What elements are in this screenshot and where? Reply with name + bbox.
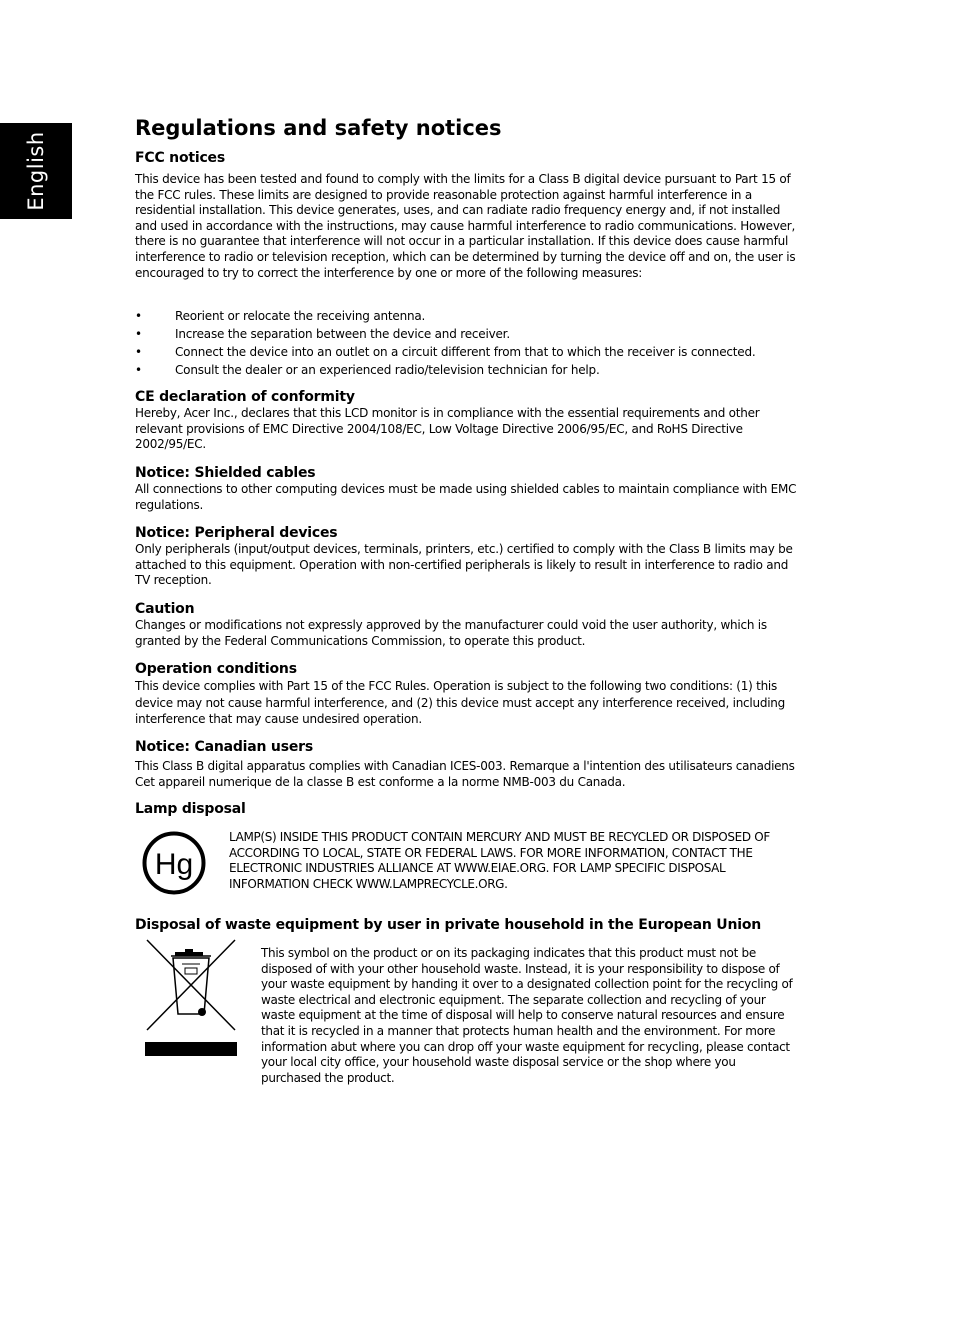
fcc-measures-list [135,307,797,379]
fcc-notices-heading: FCC notices [135,150,225,166]
list-item-text: Consult the dealer or an experienced radio/television technician for help. [175,363,600,377]
crossed-out-wheelie-bin-icon [145,938,237,1056]
weee-disposal-content [135,934,797,1085]
lamp-disposal-body: LAMP(S) INSIDE THIS PRODUCT CONTAIN MERCURY AND MUST BE RECYCLED OR DISPOSED OF ACCORDING TO LOCAL, STATE OR FEDERAL LAWS. FOR MORE INFORMATION, CONTACT THE ELECTRONIC INDUSTRIES ALLIANCE AT WWW.EIAE.ORG. FOR LAMP SPECIFIC DISPOSAL INFORMATION CHECK WWW.LAMPRECYCLE.ORG. [229,830,770,891]
caution-body: Changes or modifications not expressly approved by the manufacturer could void the user authority, which is granted by the Federal Communications Commission, to operate this product. [135,618,767,648]
bullet-icon: • [135,327,142,341]
canadian-users-body: This Class B digital apparatus complies with Canadian ICES-003. Remarque a l'intention des utilisateurs canadiens Cet appareil numerique de la classe B est conforme a la norme NMB-003 du Canada. [135,759,795,789]
mercury-hg-icon [141,830,207,896]
list-item-text: Increase the separation between the device and receiver. [175,327,510,341]
ce-declaration-body: Hereby, Acer Inc., declares that this LCD monitor is in compliance with the essential requirements and other relevant provisions of EMC Directive 2004/108/EC, Low Voltage Directive 2006/95/EC, and RoHS Directive 2002/95/EC. [135,406,760,452]
operation-conditions-section [135,661,797,728]
page-title: Regulations and safety notices [135,116,502,140]
mercury-symbol-text: Hg [154,848,194,881]
list-item [135,343,797,361]
caution-heading: Caution [135,601,195,617]
shielded-cables-body: All connections to other computing devices must be made using shielded cables to maintain compliance with EMC regulations. [135,482,797,512]
bullet-icon: • [135,309,142,323]
peripheral-devices-heading: Notice: Peripheral devices [135,525,338,541]
weee-disposal-section [135,917,797,1085]
fcc-notices-section [135,150,797,281]
operation-conditions-body: This device complies with Part 15 of the FCC Rules. Operation is subject to the following two conditions: (1) this device may not cause harmful interference, and (2) this device must accept any interference received, including interference that may cause undesired operation. [135,679,786,726]
lamp-disposal-content [135,818,797,898]
ce-declaration-heading: CE declaration of conformity [135,389,355,405]
weee-disposal-body: This symbol on the product or on its packaging indicates that this product must not be disposed of with your other household waste. Instead, it is your responsibility to dispose of your waste equipment by handing it over to a designated collection point for the recycling of waste electrical and electronic equipment. The separate collection and recycling of your waste equipment at the time of disposal will help to conserve natural resources and ensure that it is recycled in a manner that protects human health and the environment. For more information abut where you can drop off your waste equipment for recycling, please contact your local city office, your household waste disposal service or the shop where you purchased the product. [261,946,793,1085]
canadian-users-heading: Notice: Canadian users [135,739,313,755]
list-item [135,361,797,379]
peripheral-devices-body: Only peripherals (input/output devices, terminals, printers, etc.) certified to comply with the Class B limits may be attached to this equipment. Operation with non-certified peripherals is likely to result in interference to radio and TV reception. [135,542,793,588]
peripheral-devices-section [135,525,797,589]
operation-conditions-heading: Operation conditions [135,661,297,677]
fcc-notices-body: This device has been tested and found to comply with the limits for a Class B digital device pursuant to Part 15 of the FCC rules. These limits are designed to provide reasonable protection against harmful interference in a residential installation. This device generates, uses, and can radiate radio frequency energy and, if not installed and used in accordance with the instructions, may cause harmful interference to radio communications. However, there is no guarantee that interference will not occur in a particular installation. If this device does cause harmful interference to radio or television reception, which can be determined by turning the device off and on, the user is encouraged to try to correct the interference by one or more of the following measures: [135,172,796,280]
list-item [135,325,797,343]
fcc-measures [135,307,797,379]
canadian-users-section [135,739,797,790]
shielded-cables-section [135,465,797,513]
lamp-disposal-section [135,801,797,898]
list-item-text: Connect the device into an outlet on a circuit different from that to which the receiver is connected. [175,345,756,359]
list-item-text: Reorient or relocate the receiving antenna. [175,309,426,323]
caution-section [135,601,797,649]
shielded-cables-heading: Notice: Shielded cables [135,465,316,481]
bullet-icon: • [135,345,142,359]
language-tab-label: English [24,131,48,211]
ce-declaration-section [135,389,797,453]
bullet-icon: • [135,363,142,377]
lamp-disposal-heading: Lamp disposal [135,801,246,817]
language-side-tab [0,123,72,219]
weee-disposal-heading: Disposal of waste equipment by user in private household in the European Union [135,917,762,933]
list-item [135,307,797,325]
